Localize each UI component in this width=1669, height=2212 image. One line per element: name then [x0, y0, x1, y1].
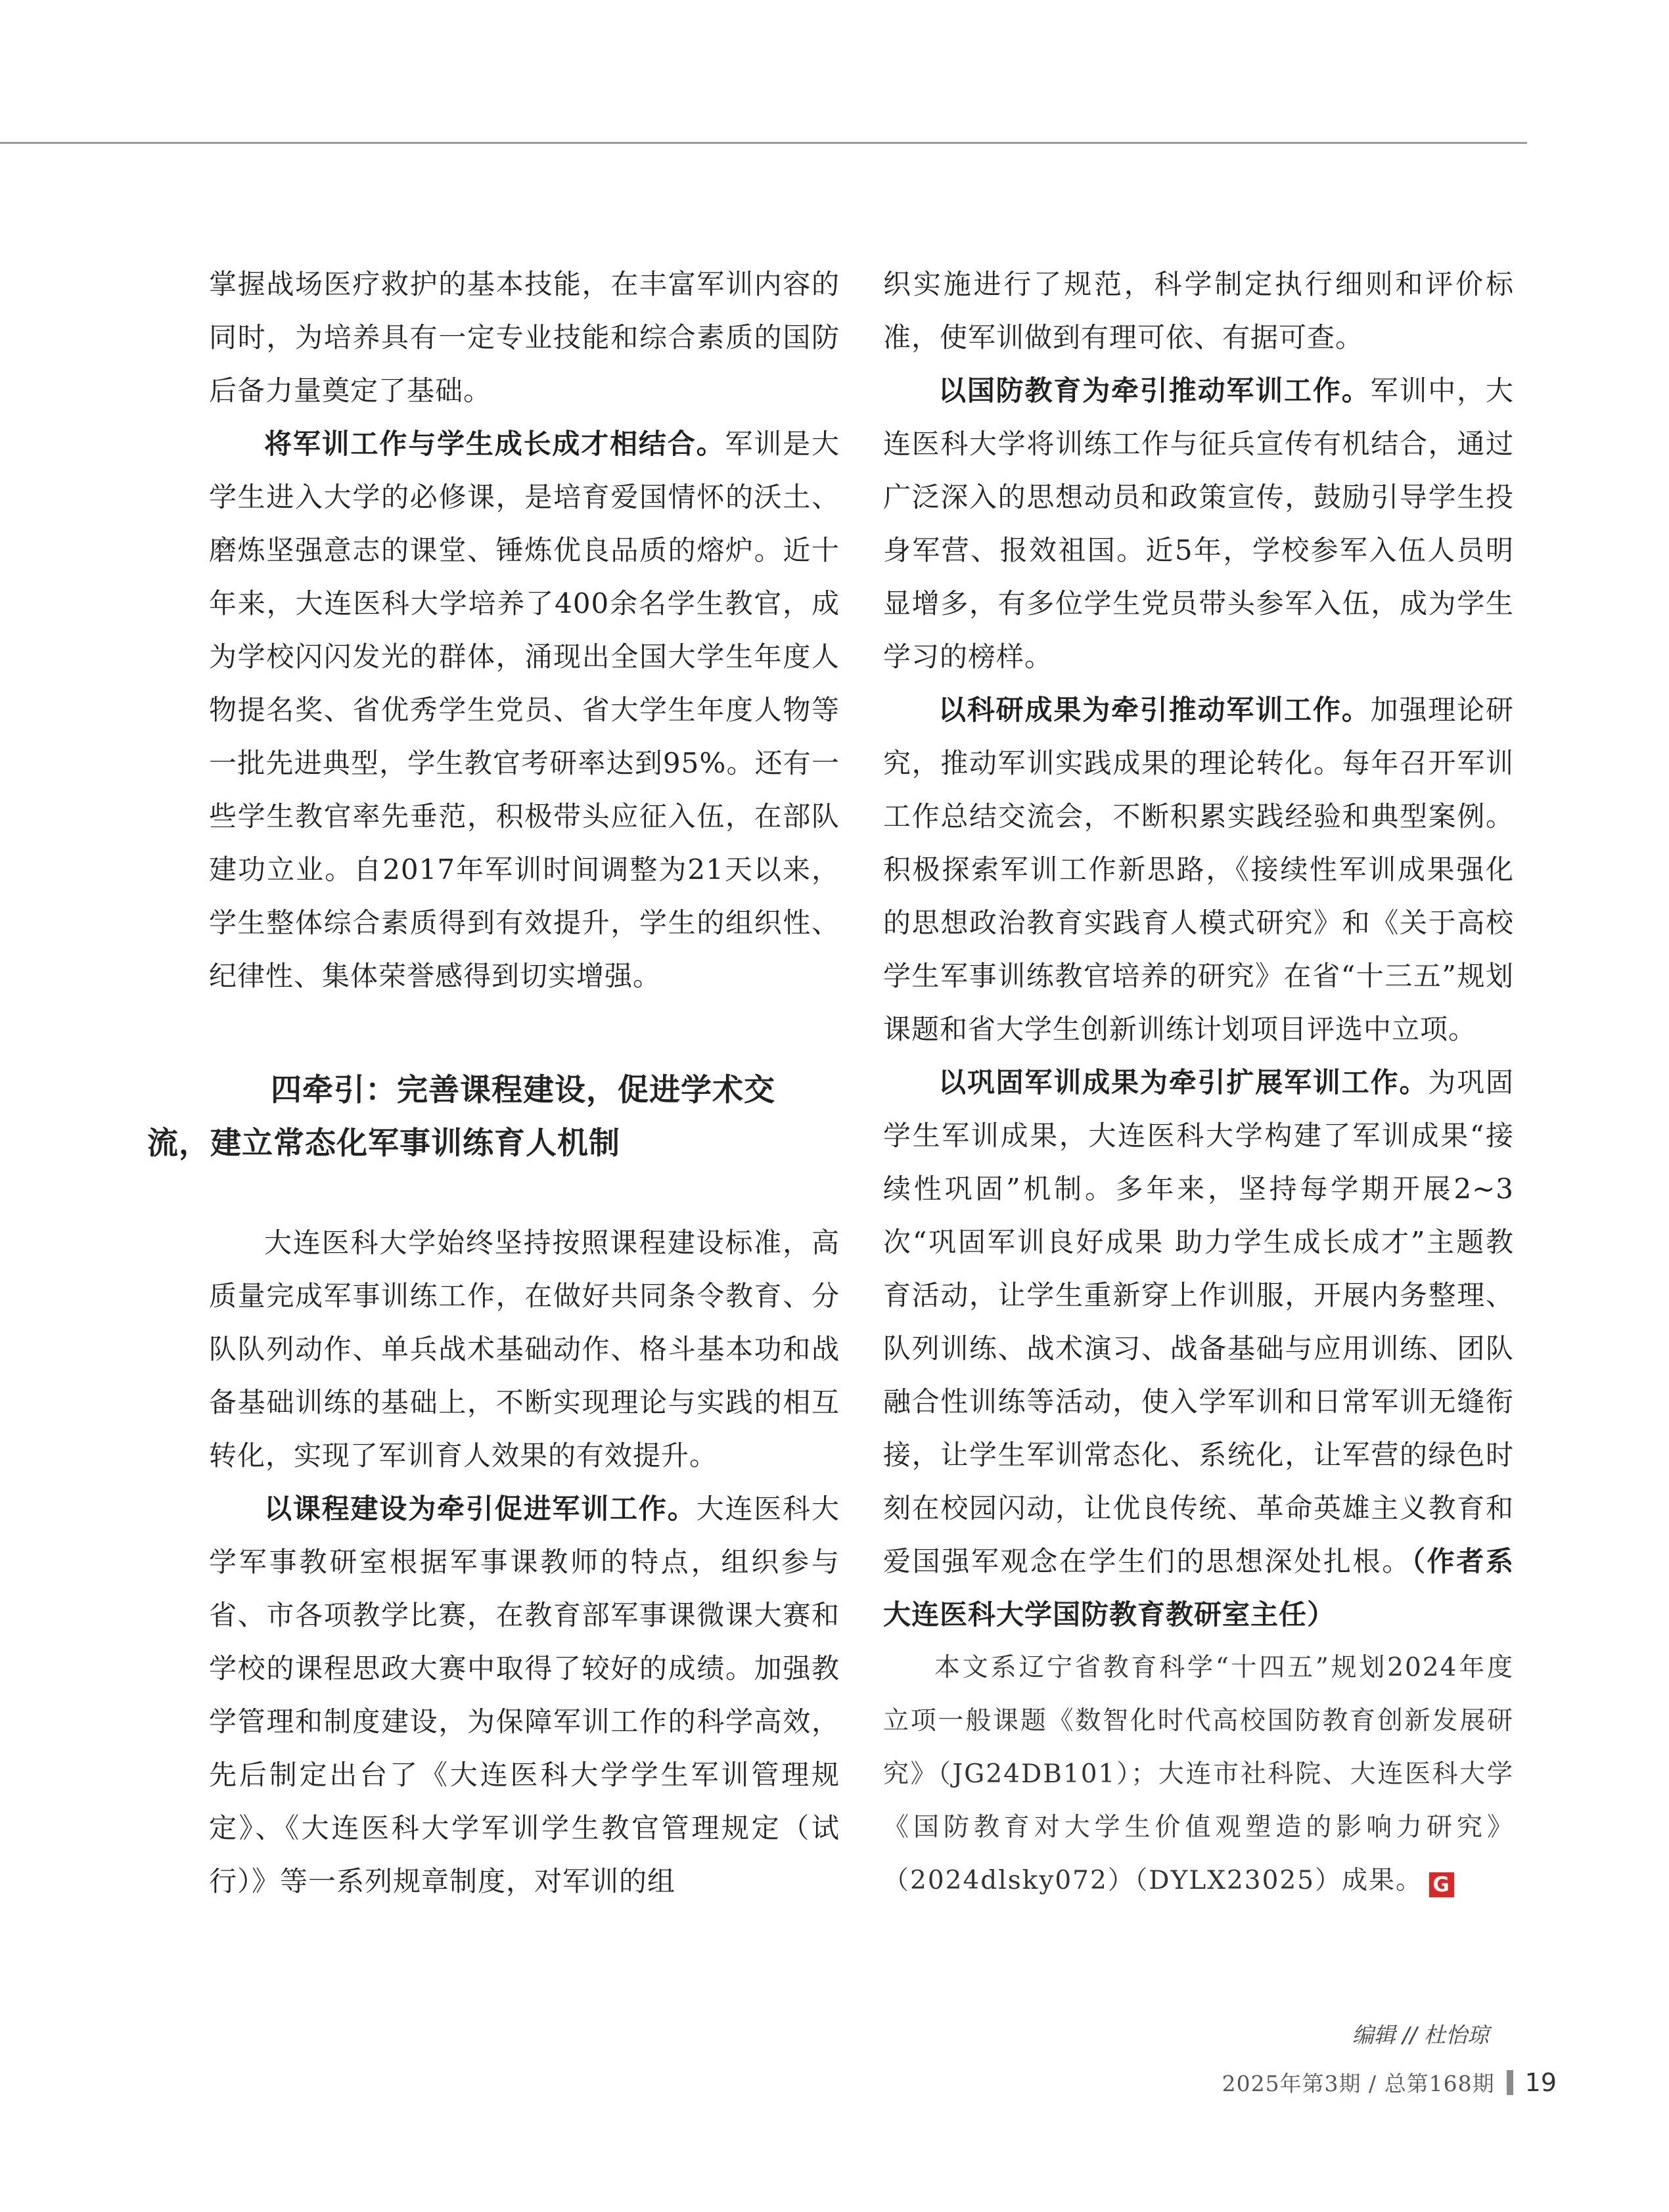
left-column	[147, 258, 840, 1908]
paragraph-lead: 以科研成果为牵引推动军训工作。	[938, 694, 1371, 726]
paragraph-body: 军训是大学生进入大学的必修课，是培育爱国情怀的沃土、磨炼坚强意志的课堂、锤炼优良品质的熔炉。近十年来，大连医科大学培养了400余名学生教官，成为学校闪闪发光的群体，涌现出全国大学生年度人物提名奖、省优秀学生党员、省大学生年度人物等一批先进典型，学生教官考研率达到95%。还有一些学生教官率先垂范，积极带头应征入伍，在部队建功立业。自2017年军训时间调整为21天以来，学生整体综合素质得到有效提升，学生的组织性、纪律性、集体荣誉感得到切实增强。	[209, 428, 840, 992]
page-footer	[1222, 2067, 1557, 2098]
paragraph: 大连医科大学始终坚持按照课程建设标准，高质量完成军事训练工作，在做好共同条令教育、分队队列动作、单兵战术基础动作、格斗基本功和战备基础训练的基础上，不断实现理论与实践的相互转化，实现了军训育人效果的有效提升。	[209, 1227, 840, 1472]
author-note: （作者系大连医科大学国防教育教研室主任）	[883, 1545, 1514, 1631]
paragraph-body: 加强理论研究，推动军训实践成果的理论转化。每年召开军训工作总结交流会，不断积累实践经验和典型案例。积极探索军训工作新思路，《接续性军训成果强化的思想政治教育实践育人模式研究》和《关于高校学生军事训练教官培养的研究》在省“十三五”规划课题和省大学生创新训练计划项目评选中立项。	[883, 694, 1514, 1045]
section-heading-line: 四牵引：完善课程建设，促进学术交	[271, 1072, 775, 1108]
paragraph-body: 军训中，大连医科大学将训练工作与征兵宣传有机结合，通过广泛深入的思想动员和政策宣传，鼓励引导学生投身军营、报效祖国。近5年，学校参军入伍人员明显增多，有多位学生党员带头参军入伍，成为学生学习的榜样。	[883, 374, 1514, 673]
paragraph	[883, 364, 1514, 683]
editor-credit: 编辑 // 杜怡琼	[1352, 2022, 1489, 2048]
page-number: 19	[1524, 2067, 1557, 2097]
paragraph: 掌握战场医疗救护的基本技能，在丰富军训内容的同时，为培养具有一定专业技能和综合素质的国防后备力量奠定了基础。	[209, 268, 840, 407]
paragraph	[209, 417, 840, 1003]
paragraph	[209, 1482, 840, 1908]
funding-note-text: 本文系辽宁省教育科学“十四五”规划2024年度立项一般课题《数智化时代高校国防教育创新发展研究》（JG24DB101）；大连市社科院、大连医科大学《国防教育对大学生价值观塑造的影响力研究》（2024dlsky072）（DYLX23025）成果。	[883, 1653, 1514, 1895]
paragraph-lead: 将军训工作与学生成长成才相结合。	[264, 428, 725, 460]
section-heading-line: 流，建立常态化军事训练育人机制	[147, 1125, 620, 1162]
paragraph-lead: 以巩固军训成果为牵引扩展军训工作。	[938, 1066, 1429, 1098]
paragraph-body: 为巩固学生军训成果，大连医科大学构建了军训成果“接续性巩固”机制。多年来，坚持每学期开展2~3次“巩固军训良好成果 助力学生成长成才”主题教育活动，让学生重新穿上作训服，开展内务整理、队列训练、战术演习、战备基础与应用训练、团队融合性训练等活动，使入学军训和日常军训无缝衔接，让学生军训常态化、系统化，让军营的绿色时刻在校园闪动，让优良传统、革命英雄主义教育和爱国强军观念在学生们的思想深处扎根。	[883, 1066, 1514, 1577]
issue-info: 2025年第3期 / 总第168期	[1222, 2071, 1495, 2096]
footer-divider	[1507, 2070, 1513, 2095]
paragraph	[883, 1056, 1514, 1641]
top-rule	[0, 142, 1527, 144]
section-heading	[147, 1064, 840, 1170]
paragraph-lead: 以国防教育为牵引推动军训工作。	[938, 374, 1371, 407]
paragraph-body: 大连医科大学军事教研室根据军事课教师的特点，组织参与省、市各项教学比赛，在教育部军事课微课大赛和学校的课程思政大赛中取得了较好的成绩。加强教学管理和制度建设，为保障军训工作的科学高效，先后制定出台了《大连医科大学学生军训管理规定》、《大连医科大学军训学生教官管理规定（试行）》等一系列规章制度，对军训的组	[209, 1493, 840, 1897]
publication-logo-icon: G	[1429, 1872, 1454, 1897]
right-column	[883, 258, 1514, 1907]
paragraph	[883, 683, 1514, 1056]
funding-note	[883, 1641, 1514, 1907]
paragraph-lead: 以课程建设为牵引促进军训工作。	[264, 1493, 697, 1525]
paragraph: 织实施进行了规范，科学制定执行细则和评价标准，使军训做到有理可依、有据可查。	[883, 268, 1514, 353]
